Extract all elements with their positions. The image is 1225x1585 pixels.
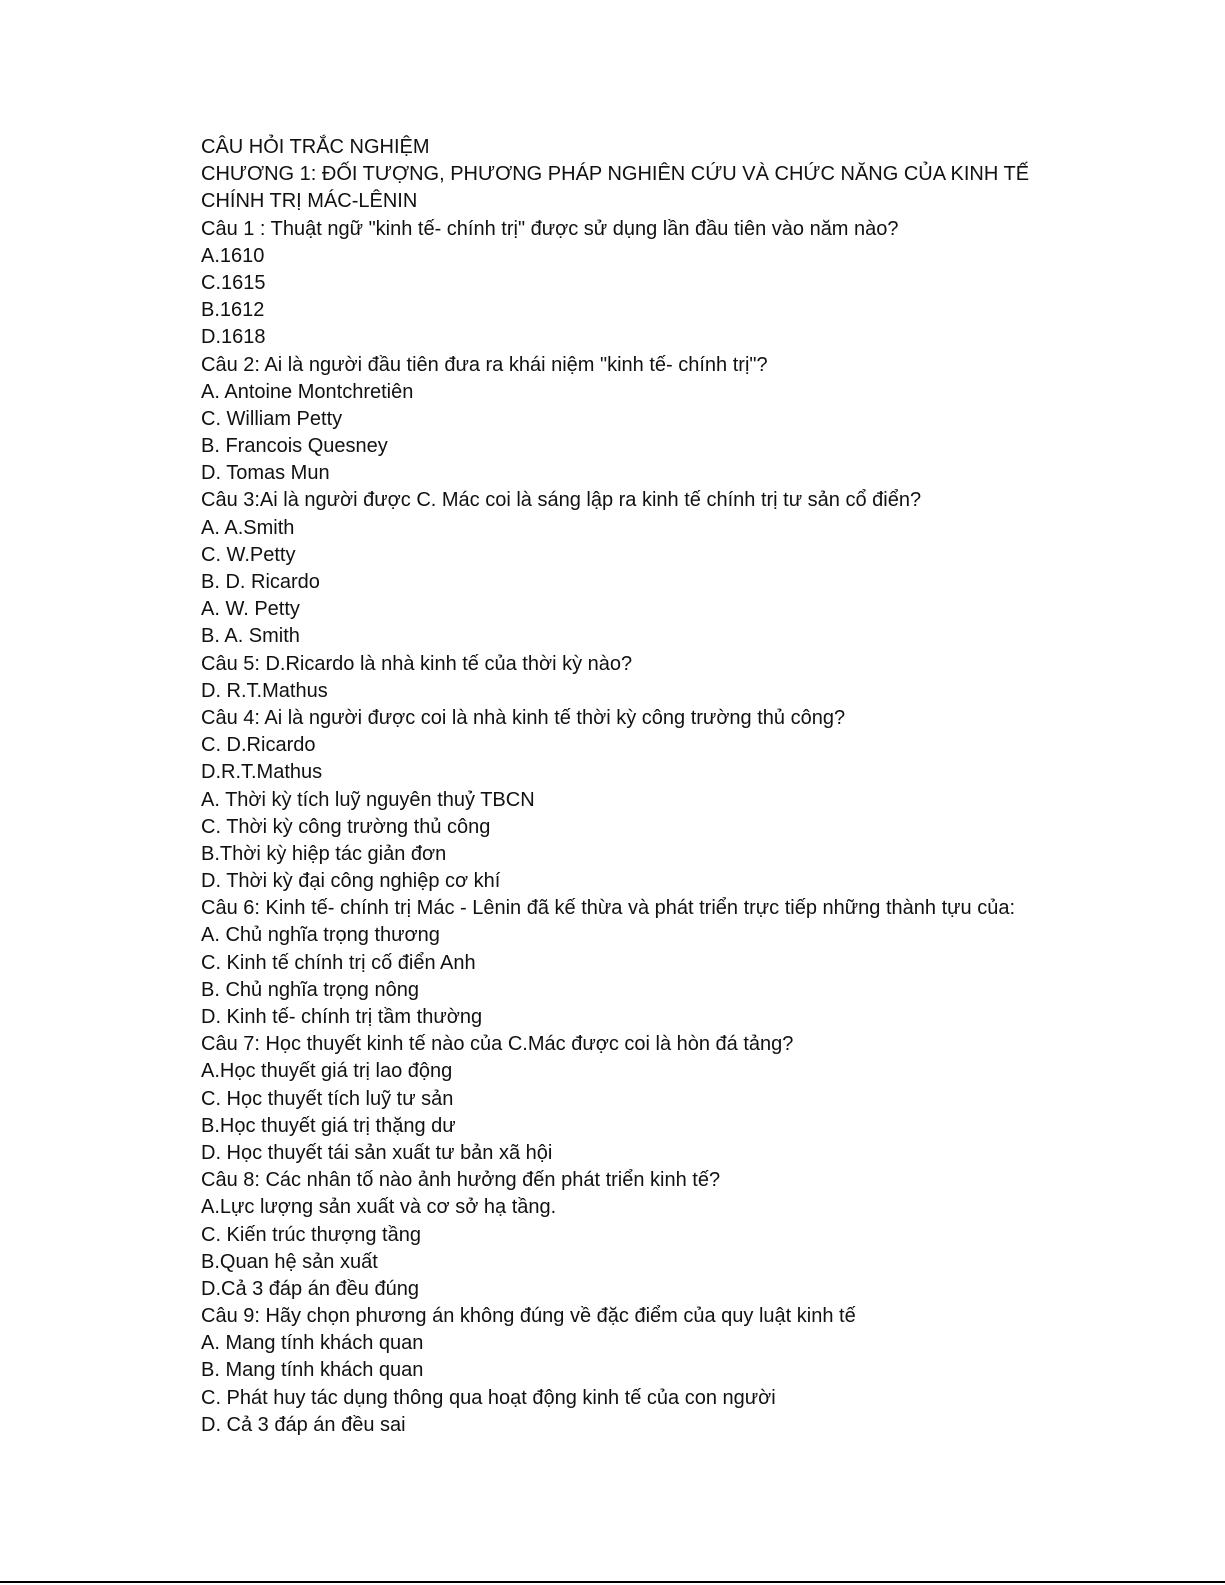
answer-option: A.Lực lượng sản xuất và cơ sở hạ tầng. — [201, 1196, 557, 1219]
answer-option: D. Tomas Mun — [201, 462, 330, 485]
question-text: Câu 8: Các nhân tố nào ảnh hưởng đến phát triển kinh tế? — [201, 1169, 721, 1192]
answer-option: D. Học thuyết tái sản xuất tư bản xã hội — [201, 1141, 553, 1164]
answer-option: B.Quan hệ sản xuất — [201, 1250, 378, 1273]
document-body — [201, 134, 1051, 1439]
answer-option: C. Kinh tế chính trị cố điển Anh — [201, 951, 476, 974]
answer-option: A. Thời kỳ tích luỹ nguyên thuỷ TBCN — [201, 788, 535, 811]
answer-option: A.1610 — [201, 244, 265, 267]
answer-option: B.Học thuyết giá trị thặng dư — [201, 1114, 456, 1137]
answer-option: B. Mang tính khách quan — [201, 1359, 424, 1382]
answer-option: B. Francois Quesney — [201, 435, 388, 458]
answer-option: A. A.Smith — [201, 516, 295, 539]
question-text: Câu 2: Ai là người đầu tiên đưa ra khái niệm "kinh tế- chính trị"? — [201, 353, 768, 376]
answer-option: C.1615 — [201, 271, 266, 294]
answer-option: D. R.T.Mathus — [201, 679, 328, 702]
answer-option: B. D. Ricardo — [201, 571, 320, 594]
question-text: Câu 3:Ai là người được C. Mác coi là sáng lập ra kinh tế chính trị tư sản cổ điển? — [201, 489, 922, 512]
question-text: Câu 5: D.Ricardo là nhà kinh tế của thời kỳ nào? — [201, 652, 633, 675]
answer-option: B.1612 — [201, 299, 265, 322]
question-text: Câu 9: Hãy chọn phương án không đúng về đặc điểm của quy luật kinh tế — [201, 1305, 856, 1328]
answer-option: B. Chủ nghĩa trọng nông — [201, 978, 419, 1001]
answer-option: D.R.T.Mathus — [201, 761, 323, 784]
answer-option: A.Học thuyết giá trị lao động — [201, 1060, 453, 1083]
answer-option: A. Chủ nghĩa trọng thương — [201, 924, 440, 947]
answer-option: A. Antoine Montchretiên — [201, 380, 414, 403]
answer-option: A. Mang tính khách quan — [201, 1332, 424, 1355]
answer-option: D. Thời kỳ đại công nghiệp cơ khí — [201, 870, 501, 893]
answer-option: D. Cả 3 đáp án đều sai — [201, 1413, 406, 1436]
question-text: Câu 1 : Thuật ngữ "kinh tế- chính trị" được sử dụng lần đầu tiên vào năm nào? — [201, 217, 899, 240]
answer-option: C. W.Petty — [201, 543, 296, 566]
answer-option: B.Thời kỳ hiệp tác giản đơn — [201, 842, 447, 865]
answer-option: C. Học thuyết tích luỹ tư sản — [201, 1087, 454, 1110]
question-text: Câu 6: Kinh tế- chính trị Mác - Lênin đã kế thừa và phát triển trực tiếp những thành tựu của: — [201, 897, 1016, 920]
answer-option: A. W. Petty — [201, 598, 300, 621]
answer-option: C. Phát huy tác dụng thông qua hoạt động kinh tế của con người — [201, 1386, 776, 1409]
answer-option: C. Thời kỳ công trường thủ công — [201, 815, 491, 838]
page-bottom-rule — [0, 1581, 1225, 1583]
answer-option: D.Cả 3 đáp án đều đúng — [201, 1277, 419, 1300]
question-list — [201, 216, 1051, 1439]
answer-option: C. Kiến trúc thượng tầng — [201, 1223, 421, 1246]
answer-option: C. William Petty — [201, 407, 343, 430]
answer-option: D. Kinh tế- chính trị tầm thường — [201, 1006, 483, 1029]
answer-option: B. A. Smith — [201, 625, 300, 648]
question-text: Câu 7: Học thuyết kinh tế nào của C.Mác được coi là hòn đá tảng? — [201, 1033, 794, 1056]
answer-option: C. D.Ricardo — [201, 734, 316, 757]
document-title: CÂU HỎI TRẮC NGHIỆM — [201, 136, 430, 158]
question-text: Câu 4: Ai là người được coi là nhà kinh tế thời kỳ công trường thủ công? — [201, 706, 846, 729]
chapter-heading: CHƯƠNG 1: ĐỐI TƯỢNG, PHƯƠNG PHÁP NGHIÊN CỨU VÀ CHỨC NĂNG CỦA KINH TẾ CHÍNH TRỊ MÁC-LÊNIN — [201, 163, 1030, 213]
answer-option: D.1618 — [201, 326, 266, 349]
